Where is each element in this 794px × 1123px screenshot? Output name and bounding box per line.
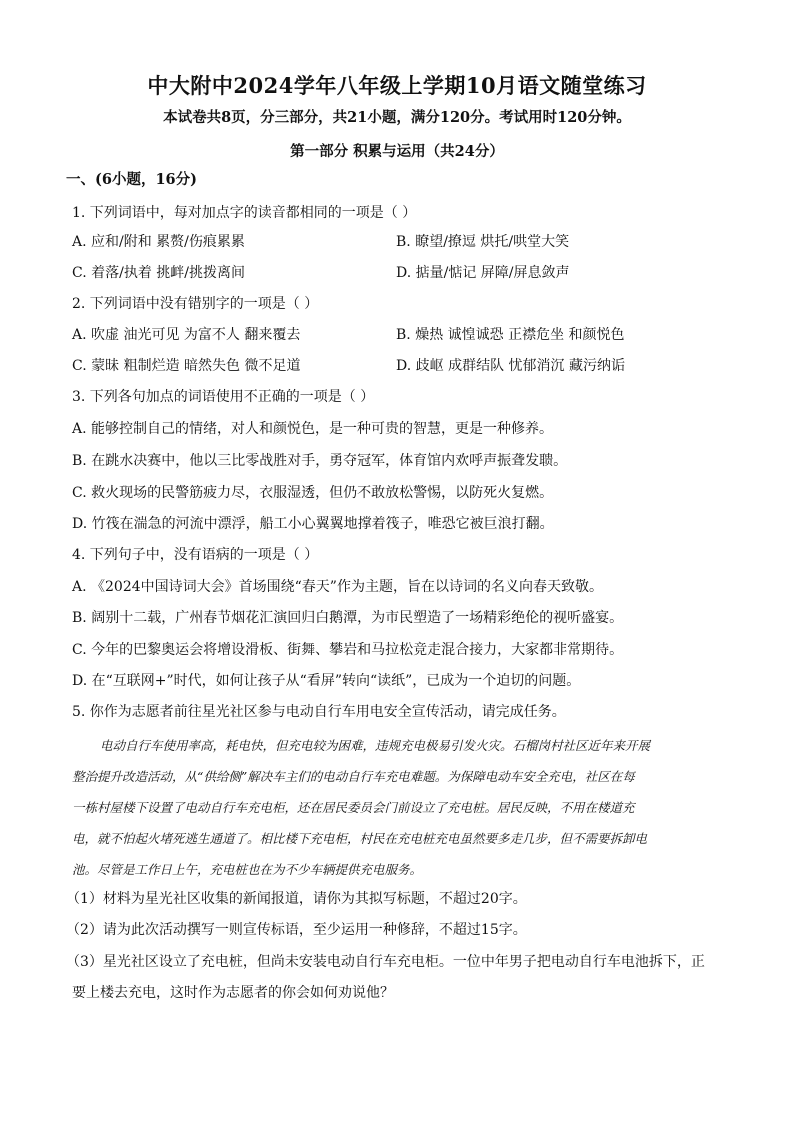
question-1-option-b: B. 瞭望/撩逗 烘托/哄堂大笑 bbox=[396, 234, 570, 250]
question-2-row-1 bbox=[72, 325, 732, 345]
question-2-stem: 2. 下列词语中没有错别字的一项是（ ） bbox=[72, 296, 319, 312]
question-4-option-a: A. 《2024中国诗词大会》首场围绕“春天”作为主题，旨在以诗词的名义向春天致敬。 bbox=[72, 579, 603, 595]
passage-line: 一栋村屋楼下设置了电动自行车充电柜，还在居民委员会门前设立了充电桩。居民反映，不用在楼道充 bbox=[72, 800, 635, 815]
question-5-sub-3-line-2: 要上楼去充电，这时作为志愿者的你会如何劝说他？ bbox=[72, 985, 394, 1001]
reading-passage bbox=[72, 730, 722, 885]
passage-line: 电，就不怕起火堵死逃生通道了。相比楼下充电柜，村民在充电桩充电虽然要多走几步，但不需要拆卸电 bbox=[72, 831, 648, 846]
question-4-option-d: D. 在“互联网+”时代，如何让孩子从“看屏”转向“读纸”，已成为一个迫切的问题。 bbox=[72, 673, 581, 689]
passage-line: 电动自行车使用率高，耗电快，但充电较为困难，违规充电极易引发火灾。石榴岗村社区近年来开展 bbox=[100, 738, 651, 753]
passage-line: 整治提升改造活动，从“供给侧”解决车主们的电动自行车充电难题。为保障电动车安全充电，社区在每 bbox=[72, 769, 635, 784]
question-1-row-2 bbox=[72, 263, 732, 283]
question-5-sub-1: （1）材料为星光社区收集的新闻报道，请你为其拟写标题，不超过20字。 bbox=[66, 891, 527, 907]
question-1-option-a: A. 应和/附和 累赘/伤痕累累 bbox=[72, 234, 245, 250]
question-1-stem: 1. 下列词语中，每对加点字的读音都相同的一项是（ ） bbox=[72, 205, 417, 221]
question-5-stem: 5. 你作为志愿者前往星光社区参与电动自行车用电安全宣传活动，请完成任务。 bbox=[72, 704, 566, 720]
passage-line: 池。尽管是工作日上午，充电桩也在为不少车辆提供充电服务。 bbox=[72, 862, 423, 877]
question-2-option-b: B. 燥热 诚惶诚恐 正襟危坐 和颜悦色 bbox=[396, 327, 625, 343]
question-4-option-c: C. 今年的巴黎奥运会将增设滑板、街舞、攀岩和马拉松竞走混合接力，大家都非常期待。 bbox=[72, 642, 624, 658]
question-2-option-a: A. 吹虚 油光可见 为富不人 翻来覆去 bbox=[72, 327, 301, 343]
question-3-stem: 3. 下列各句加点的词语使用不正确的一项是（ ） bbox=[72, 389, 375, 405]
question-2-option-c: C. 蒙昧 粗制烂造 暗然失色 微不足道 bbox=[72, 358, 301, 374]
exam-subtitle: 本试卷共8页，分三部分，共21小题，满分120分。考试用时120分钟。 bbox=[163, 109, 631, 126]
question-3-option-a: A. 能够控制自己的情绪，对人和颜悦色，是一种可贵的智慧，更是一种修养。 bbox=[72, 421, 554, 437]
section-heading: 一、(6小题，16分) bbox=[66, 171, 197, 188]
question-3-option-c: C. 救火现场的民警筋疲力尽，衣服湿透，但仍不敢放松警惕，以防死火复燃。 bbox=[72, 485, 554, 501]
question-4-option-b: B. 阔别十二载，广州春节烟花汇演回归白鹅潭，为市民塑造了一场精彩绝伦的视听盛宴。 bbox=[72, 610, 624, 626]
question-1-option-c: C. 着落/执着 挑衅/挑拨离间 bbox=[72, 265, 245, 281]
question-4-stem: 4. 下列句子中，没有语病的一项是（ ） bbox=[72, 547, 319, 563]
question-2-row-2 bbox=[72, 356, 732, 376]
question-1-row-1 bbox=[72, 232, 732, 252]
question-5-sub-2: （2）请为此次活动撰写一则宣传标语，至少运用一种修辞，不超过15字。 bbox=[66, 922, 527, 938]
question-5-sub-3-line-1: （3）星光社区设立了充电桩，但尚未安装电动自行车充电柜。一位中年男子把电动自行车电池拆下，正 bbox=[66, 954, 705, 970]
question-3-option-d: D. 竹筏在湍急的河流中漂浮，船工小心翼翼地撑着筏子，唯恐它被巨浪打翻。 bbox=[72, 516, 554, 532]
page-title: 中大附中2024学年八年级上学期10月语文随堂练习 bbox=[147, 73, 647, 98]
question-1-option-d: D. 掂量/惦记 屏障/屏息敛声 bbox=[396, 265, 570, 281]
question-2-option-d: D. 歧岖 成群结队 忧郁消沉 藏污纳诟 bbox=[396, 358, 625, 374]
question-3-option-b: B. 在跳水决赛中，他以三比零战胜对手，勇夺冠军，体育馆内欢呼声振聋发聩。 bbox=[72, 453, 568, 469]
part-title: 第一部分 积累与运用（共24分） bbox=[290, 143, 504, 160]
